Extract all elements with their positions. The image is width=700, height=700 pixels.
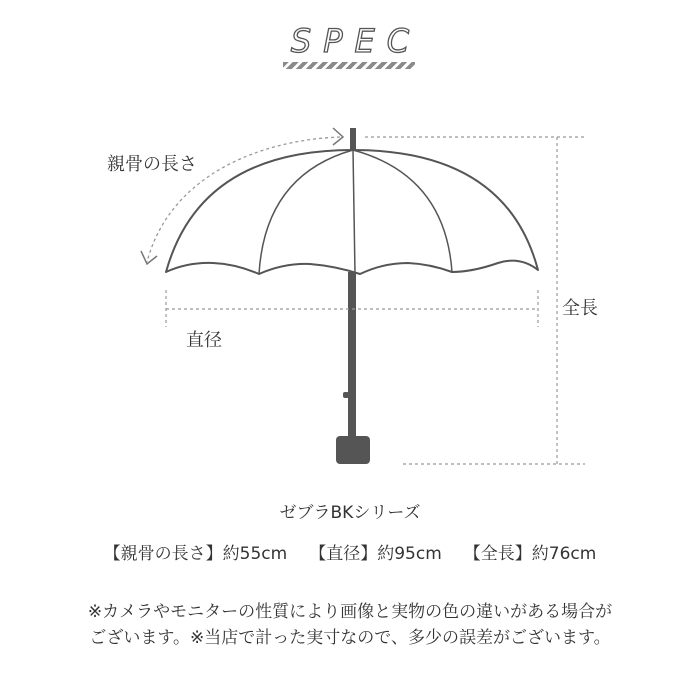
total-length-label: 全長 (562, 298, 598, 319)
note-line-1: ※カメラやモニターの性質により画像と実物の色の違いがある場合が (87, 602, 613, 622)
umbrella-shaft (348, 272, 356, 438)
umbrella-button (343, 392, 349, 398)
spec-total-length: 【全長】約76cm (463, 544, 597, 564)
rib-length-arrowhead-bottom (141, 251, 157, 264)
spec-diameter: 【直径】約95cm (309, 544, 442, 564)
series-name: ゼブラBKシリーズ (279, 503, 421, 523)
umbrella-tip (350, 128, 356, 151)
umbrella-handle (336, 436, 370, 464)
disclaimer-note (0, 599, 700, 651)
umbrella-canopy (166, 150, 538, 274)
diameter-label: 直径 (186, 330, 222, 351)
spec-list (0, 539, 700, 564)
note-line-2: ございます。※当店で計った実寸なので、多少の誤差がございます。 (89, 628, 611, 648)
spec-title: SPEC (290, 22, 422, 60)
rib-length-label: 親骨の長さ (107, 154, 197, 175)
spec-rib-length: 【親骨の長さ】約55cm (103, 544, 288, 564)
